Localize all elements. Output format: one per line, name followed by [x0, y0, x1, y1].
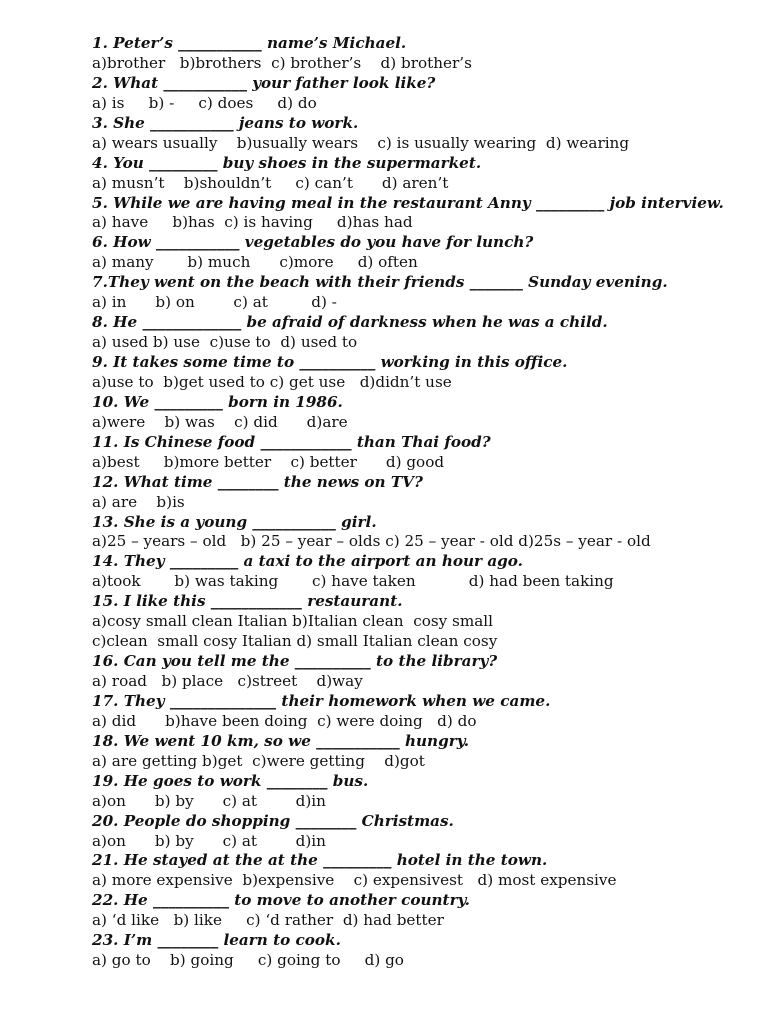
question-text: 8. He _____________ be afraid of darkness when he was a child.	[92, 313, 608, 332]
question-item	[92, 851, 742, 891]
question-item	[92, 233, 742, 273]
question-item	[92, 393, 742, 433]
answer-options: a)on b) by c) at d)in	[92, 791, 326, 810]
answer-options: a) musn’t b)shouldn’t c) can’t d) aren’t	[92, 173, 449, 192]
question-text: 10. We _________ born in 1986.	[92, 392, 343, 411]
question-text: 1. Peter’s ___________ name’s Michael.	[92, 34, 407, 52]
answer-options: a)25 – years – old b) 25 – year – olds c) 25 – year - old d)25s – year - old	[92, 532, 651, 551]
question-item	[92, 931, 742, 971]
answer-options: a) are b)is	[92, 492, 185, 511]
answer-options: a) is b) - c) does d) do	[92, 93, 317, 112]
question-item	[92, 552, 742, 592]
answer-options: a) in b) on c) at d) -	[92, 293, 337, 312]
question-text: 15. I like this ____________ restaurant.	[92, 592, 403, 611]
answer-options: a)took b) was taking c) have taken d) had been taking	[92, 572, 614, 591]
question-text: 4. You _________ buy shoes in the supermarket.	[92, 153, 482, 172]
answer-options: a) ‘d like b) like c) ‘d rather d) had better	[92, 911, 444, 930]
question-text: 12. What time ________ the news on TV?	[92, 472, 423, 491]
question-item	[92, 313, 742, 353]
question-item	[92, 154, 742, 194]
question-text: 21. He stayed at the at the _________ hotel in the town.	[92, 851, 548, 870]
answer-options: a) many b) much c)more d) often	[92, 253, 418, 272]
answer-options: a) did b)have been doing c) were doing d) do	[92, 711, 477, 730]
answer-options: a)best b)more better c) better d) good	[92, 452, 445, 471]
question-text: 5. While we are having meal in the restaurant Anny _________ job interview.	[92, 193, 724, 212]
question-text: 11. Is Chinese food ____________ than Thai food?	[92, 432, 491, 451]
question-item	[92, 592, 742, 652]
question-text: 23. I’m ________ learn to cook.	[92, 931, 341, 950]
question-text: 6. How ___________ vegetables do you have for lunch?	[92, 233, 534, 252]
answer-options: a)were b) was c) did d)are	[92, 412, 348, 431]
question-item	[92, 513, 742, 553]
question-item	[92, 353, 742, 393]
answer-options: a) have b)has c) is having d)has had	[92, 213, 413, 232]
question-item	[92, 812, 742, 852]
answer-options: a)use to b)get used to c) get use d)didn’t use	[92, 372, 452, 391]
answer-options: a) more expensive b)expensive c) expensivest d) most expensive	[92, 871, 617, 890]
answer-options: a) road b) place c)street d)way	[92, 672, 363, 690]
question-item	[92, 772, 742, 812]
question-item	[92, 692, 742, 732]
answer-options: a)on b) by c) at d)in	[92, 831, 326, 850]
question-text: 19. He goes to work ________ bus.	[92, 771, 369, 790]
answer-options: a)brother b)brothers c) brother’s d) brother’s	[92, 53, 472, 72]
worksheet	[92, 34, 742, 971]
question-item	[92, 433, 742, 473]
question-text: 18. We went 10 km, so we ___________ hungry.	[92, 731, 470, 750]
question-text: 9. It takes some time to __________ working in this office.	[92, 353, 568, 371]
question-item	[92, 114, 742, 154]
question-item	[92, 74, 742, 114]
answer-options-continued: c)clean small cosy Italian d) small Italian clean cosy	[92, 632, 498, 651]
question-text: 14. They _________ a taxi to the airport an hour ago.	[92, 552, 523, 571]
question-item	[92, 732, 742, 772]
question-text: 20. People do shopping ________ Christmas.	[92, 811, 454, 830]
question-text: 7.They went on the beach with their friends _______ Sunday evening.	[92, 273, 668, 292]
question-text: 3. She ___________ jeans to work.	[92, 113, 359, 132]
answer-options: a)cosy small clean Italian b)Italian clean cosy small	[92, 612, 494, 631]
answer-options: a) are getting b)get c)were getting d)got	[92, 751, 425, 770]
question-item	[92, 473, 742, 513]
question-text: 13. She is a young ___________ girl.	[92, 512, 377, 531]
question-text: 17. They ______________ their homework when we came.	[92, 691, 551, 710]
answer-options: a) wears usually b)usually wears c) is usually wearing d) wearing	[92, 133, 630, 152]
question-item	[92, 34, 742, 74]
question-item	[92, 273, 742, 313]
question-text: 2. What ___________ your father look like?	[92, 73, 436, 92]
question-item	[92, 652, 742, 692]
answer-options: a) used b) use c)use to d) used to	[92, 333, 358, 352]
question-item	[92, 891, 742, 931]
answer-options: a) go to b) going c) going to d) go	[92, 951, 404, 970]
question-item	[92, 194, 742, 234]
question-text: 22. He __________ to move to another country.	[92, 891, 470, 910]
question-text: 16. Can you tell me the __________ to the library?	[92, 652, 498, 671]
